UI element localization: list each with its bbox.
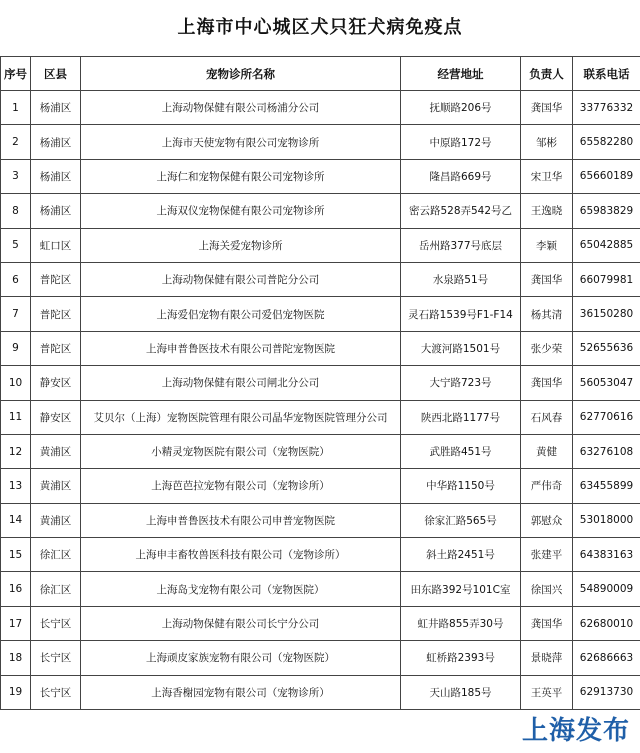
header-person: 负责人 — [521, 57, 573, 91]
cell-no: 13 — [1, 469, 31, 503]
cell-address: 大宁路723号 — [401, 366, 521, 400]
cell-clinic-name: 上海申普鲁医技术有限公司普陀宠物医院 — [81, 331, 401, 365]
cell-clinic-name: 上海仁和宠物保健有限公司宠物诊所 — [81, 159, 401, 193]
cell-clinic-name: 上海关爱宠物诊所 — [81, 228, 401, 262]
cell-clinic-name: 上海动物保健有限公司长宁分公司 — [81, 606, 401, 640]
cell-person: 宋卫华 — [521, 159, 573, 193]
cell-no: 3 — [1, 159, 31, 193]
cell-address: 武胜路451号 — [401, 434, 521, 468]
cell-district: 虹口区 — [31, 228, 81, 262]
cell-address: 水泉路51号 — [401, 262, 521, 296]
table-row — [1, 159, 640, 193]
cell-no: 2 — [1, 125, 31, 159]
cell-district: 黄浦区 — [31, 434, 81, 468]
table-row — [1, 675, 640, 709]
cell-no: 8 — [1, 194, 31, 228]
table-row — [1, 366, 640, 400]
table-row — [1, 262, 640, 296]
cell-district: 长宁区 — [31, 675, 81, 709]
cell-clinic-name: 上海香榭园宠物有限公司（宠物诊所） — [81, 675, 401, 709]
cell-phone: 66079981 — [573, 262, 640, 296]
cell-phone: 65983829 — [573, 194, 640, 228]
cell-no: 17 — [1, 606, 31, 640]
cell-person: 张少荣 — [521, 331, 573, 365]
cell-phone: 62770616 — [573, 400, 640, 434]
cell-address: 岳州路377号底层 — [401, 228, 521, 262]
cell-clinic-name: 上海申丰畜牧兽医科技有限公司（宠物诊所） — [81, 538, 401, 572]
cell-district: 黄浦区 — [31, 469, 81, 503]
table-body — [1, 91, 640, 710]
cell-clinic-name: 上海双仪宠物保健有限公司宠物诊所 — [81, 194, 401, 228]
cell-phone: 52655636 — [573, 331, 640, 365]
cell-phone: 64383163 — [573, 538, 640, 572]
cell-phone: 53018000 — [573, 503, 640, 537]
cell-address: 隆昌路669号 — [401, 159, 521, 193]
cell-person: 石风春 — [521, 400, 573, 434]
cell-address: 徐家汇路565号 — [401, 503, 521, 537]
cell-clinic-name: 上海岛戈宠物有限公司（宠物医院） — [81, 572, 401, 606]
clinic-table — [0, 56, 640, 710]
cell-address: 大渡河路1501号 — [401, 331, 521, 365]
cell-address: 灵石路1539号F1-F14 — [401, 297, 521, 331]
table-row — [1, 125, 640, 159]
cell-phone: 33776332 — [573, 91, 640, 125]
cell-district: 长宁区 — [31, 606, 81, 640]
cell-phone: 56053047 — [573, 366, 640, 400]
cell-clinic-name: 上海芭芭拉宠物有限公司（宠物诊所） — [81, 469, 401, 503]
cell-no: 14 — [1, 503, 31, 537]
cell-no: 9 — [1, 331, 31, 365]
cell-clinic-name: 上海动物保健有限公司普陀分公司 — [81, 262, 401, 296]
cell-clinic-name: 上海顽皮家族宠物有限公司（宠物医院） — [81, 641, 401, 675]
cell-clinic-name: 上海动物保健有限公司闸北分公司 — [81, 366, 401, 400]
cell-person: 李颖 — [521, 228, 573, 262]
cell-phone: 62686663 — [573, 641, 640, 675]
cell-phone: 62680010 — [573, 606, 640, 640]
table-row — [1, 297, 640, 331]
cell-phone: 63455899 — [573, 469, 640, 503]
cell-person: 王逸晓 — [521, 194, 573, 228]
cell-no: 15 — [1, 538, 31, 572]
cell-district: 静安区 — [31, 400, 81, 434]
cell-phone: 65582280 — [573, 125, 640, 159]
cell-person: 龚国华 — [521, 366, 573, 400]
cell-phone: 62913730 — [573, 675, 640, 709]
table-row — [1, 572, 640, 606]
cell-address: 中原路172号 — [401, 125, 521, 159]
table-row — [1, 331, 640, 365]
cell-phone: 63276108 — [573, 434, 640, 468]
cell-no: 18 — [1, 641, 31, 675]
cell-person: 郭慰众 — [521, 503, 573, 537]
cell-person: 邹彬 — [521, 125, 573, 159]
cell-clinic-name: 上海市天使宠物有限公司宠物诊所 — [81, 125, 401, 159]
cell-no: 11 — [1, 400, 31, 434]
cell-phone: 36150280 — [573, 297, 640, 331]
cell-phone: 65660189 — [573, 159, 640, 193]
cell-no: 6 — [1, 262, 31, 296]
header-district: 区县 — [31, 57, 81, 91]
cell-clinic-name: 艾贝尔（上海）宠物医院管理有限公司晶华宠物医院管理分公司 — [81, 400, 401, 434]
cell-address: 中华路1150号 — [401, 469, 521, 503]
cell-address: 虹桥路2393号 — [401, 641, 521, 675]
cell-district: 徐汇区 — [31, 572, 81, 606]
cell-district: 杨浦区 — [31, 194, 81, 228]
table-row — [1, 641, 640, 675]
cell-address: 天山路185号 — [401, 675, 521, 709]
header-clinic-name: 宠物诊所名称 — [81, 57, 401, 91]
cell-person: 龚国华 — [521, 262, 573, 296]
cell-phone: 65042885 — [573, 228, 640, 262]
cell-district: 徐汇区 — [31, 538, 81, 572]
cell-district: 普陀区 — [31, 297, 81, 331]
cell-address: 斜土路2451号 — [401, 538, 521, 572]
cell-person: 严伟奇 — [521, 469, 573, 503]
table-row — [1, 400, 640, 434]
table-row — [1, 194, 640, 228]
cell-no: 10 — [1, 366, 31, 400]
cell-district: 普陀区 — [31, 262, 81, 296]
cell-person: 张建平 — [521, 538, 573, 572]
cell-address: 密云路528弄542号乙 — [401, 194, 521, 228]
cell-clinic-name: 小精灵宠物医院有限公司（宠物医院） — [81, 434, 401, 468]
cell-district: 黄浦区 — [31, 503, 81, 537]
cell-address: 抚顺路206号 — [401, 91, 521, 125]
table-header-row — [1, 57, 640, 91]
header-phone: 联系电话 — [573, 57, 640, 91]
cell-clinic-name: 上海动物保健有限公司杨浦分公司 — [81, 91, 401, 125]
cell-address: 虹井路855弄30号 — [401, 606, 521, 640]
cell-district: 杨浦区 — [31, 125, 81, 159]
table-row — [1, 503, 640, 537]
cell-phone: 54890009 — [573, 572, 640, 606]
cell-address: 田东路392号101C室 — [401, 572, 521, 606]
cell-person: 景晓萍 — [521, 641, 573, 675]
brand-logo: 上海发布 — [521, 716, 630, 746]
cell-no: 1 — [1, 91, 31, 125]
cell-no: 7 — [1, 297, 31, 331]
cell-person: 杨其清 — [521, 297, 573, 331]
cell-address: 陕西北路1177号 — [401, 400, 521, 434]
cell-person: 龚国华 — [521, 91, 573, 125]
cell-person: 王英平 — [521, 675, 573, 709]
page-title: 上海市中心城区犬只狂犬病免疫点 — [177, 17, 463, 38]
cell-district: 杨浦区 — [31, 159, 81, 193]
cell-person: 黄健 — [521, 434, 573, 468]
cell-district: 静安区 — [31, 366, 81, 400]
cell-clinic-name: 上海爱侣宠物有限公司爱侣宠物医院 — [81, 297, 401, 331]
cell-clinic-name: 上海申普鲁医技术有限公司申普宠物医院 — [81, 503, 401, 537]
table-row — [1, 606, 640, 640]
table-row — [1, 228, 640, 262]
cell-district: 长宁区 — [31, 641, 81, 675]
table-row — [1, 91, 640, 125]
cell-no: 16 — [1, 572, 31, 606]
cell-no: 19 — [1, 675, 31, 709]
cell-district: 普陀区 — [31, 331, 81, 365]
table-row — [1, 434, 640, 468]
table-row — [1, 469, 640, 503]
table-row — [1, 538, 640, 572]
header-address: 经营地址 — [401, 57, 521, 91]
cell-district: 杨浦区 — [31, 91, 81, 125]
cell-no: 12 — [1, 434, 31, 468]
cell-no: 5 — [1, 228, 31, 262]
cell-person: 徐国兴 — [521, 572, 573, 606]
cell-person: 龚国华 — [521, 606, 573, 640]
header-no: 序号 — [1, 57, 31, 91]
